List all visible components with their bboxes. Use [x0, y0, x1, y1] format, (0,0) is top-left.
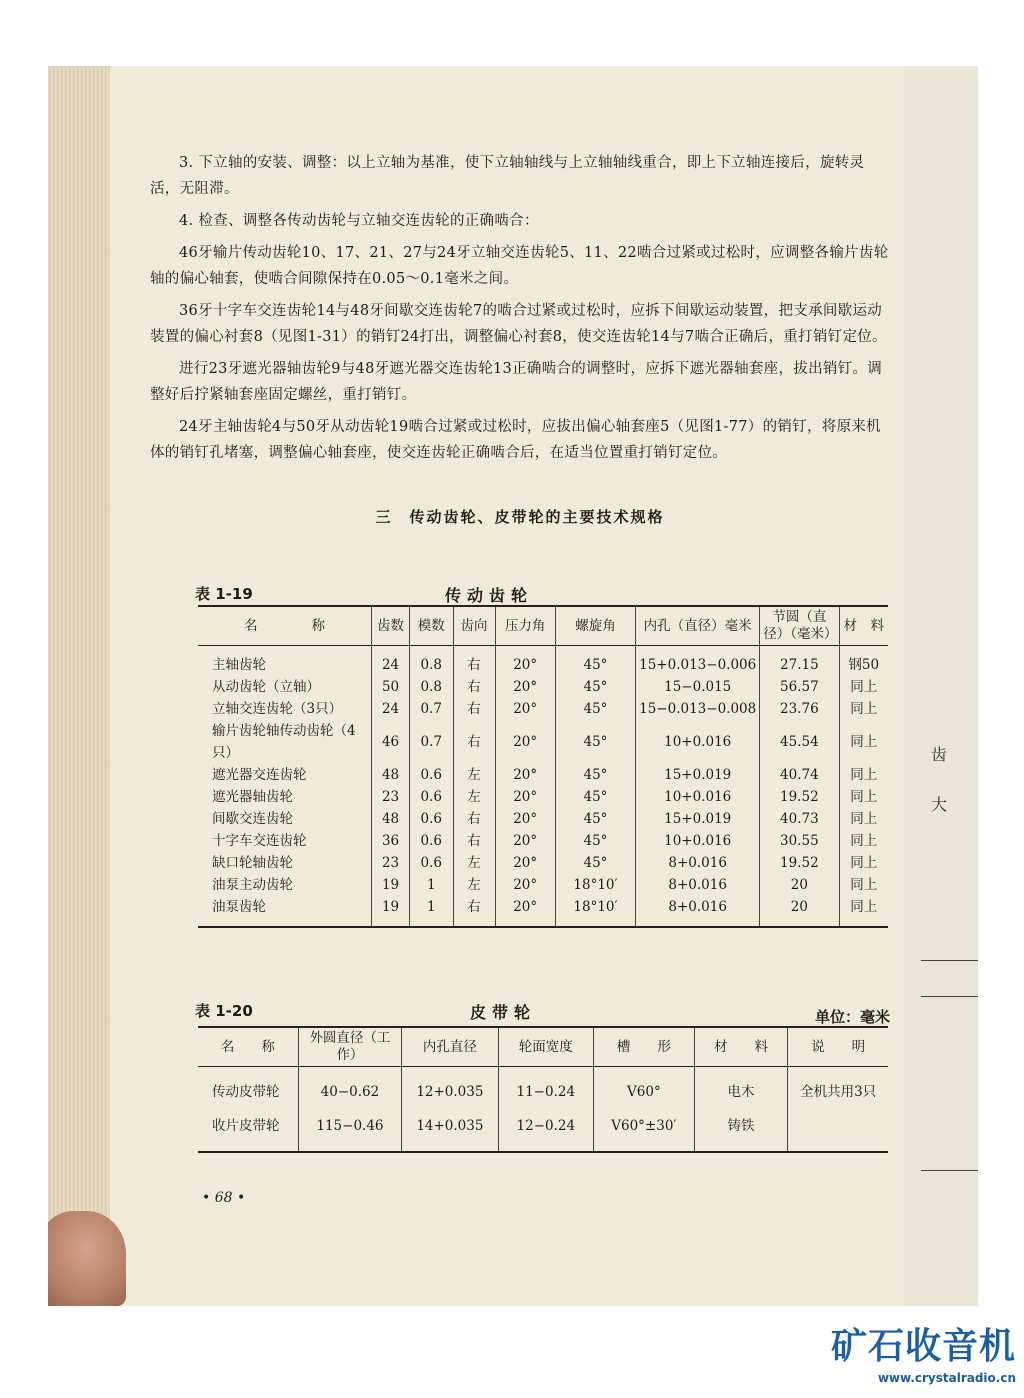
table-row	[198, 1067, 888, 1110]
table-cell: 0.6	[409, 764, 453, 786]
table-cell: 23	[372, 786, 410, 808]
column-header: 轮面宽度	[498, 1027, 593, 1067]
table-cell: 48	[372, 764, 410, 786]
table-cell: 40.73	[760, 808, 839, 830]
table-cell: 左	[453, 786, 495, 808]
row-name-cell: 传动皮带轮	[212, 1084, 280, 1100]
table-cell: 18°10′	[555, 874, 635, 896]
facing-page-rule	[921, 960, 978, 961]
table-cell: 同上	[839, 808, 888, 830]
table1-caption	[150, 577, 890, 605]
table-header-row	[198, 606, 888, 646]
table-row	[198, 764, 888, 786]
row-name-cell: 输片齿轮轴传动齿轮（4只）	[212, 723, 356, 761]
table-cell: 全机共用3只	[788, 1067, 888, 1110]
table-cell: 46	[372, 720, 410, 764]
pulley-table-body	[198, 1067, 888, 1153]
table-cell: 1	[409, 896, 453, 927]
paragraph: 4. 检查、调整各传动齿轮与立轴交连齿轮的正确啮合：	[179, 213, 539, 229]
column-header: 槽 形	[594, 1027, 695, 1067]
table-cell: 右	[453, 698, 495, 720]
table-cell: 12+0.035	[402, 1067, 498, 1110]
table-cell: 同上	[839, 874, 888, 896]
row-name-cell: 收片皮带轮	[212, 1118, 280, 1134]
facing-page	[903, 66, 978, 1306]
table-cell: 10+0.016	[636, 720, 760, 764]
table-cell: V60°±30′	[594, 1109, 695, 1152]
table-cell: 铸铁	[694, 1109, 788, 1152]
row-name-cell: 油泵主动齿轮	[212, 877, 293, 893]
table-cell: 10+0.016	[636, 830, 760, 852]
table-cell: 0.8	[409, 646, 453, 677]
column-header: 模数	[409, 606, 453, 646]
table-cell: 15−0.013−0.008	[636, 698, 760, 720]
table-cell: 左	[453, 764, 495, 786]
watermark-url: www.crystalradio.cn	[877, 1371, 1016, 1385]
site-watermark[interactable]	[831, 1318, 1016, 1385]
table-cell: 同上	[839, 676, 888, 698]
row-name-cell: 主轴齿轮	[212, 657, 266, 673]
table-cell: 20°	[495, 896, 555, 927]
row-name-cell: 遮光器轴齿轮	[212, 789, 293, 805]
table-cell: 0.7	[409, 720, 453, 764]
facing-page-rule	[921, 996, 978, 997]
table2-number: 表 1-20	[195, 1002, 253, 1020]
table-row	[198, 676, 888, 698]
table2-title: 皮带轮	[470, 1003, 537, 1022]
table-row	[198, 852, 888, 874]
table-cell: 56.57	[760, 676, 839, 698]
table-cell: 14+0.035	[402, 1109, 498, 1152]
column-header: 齿数	[372, 606, 410, 646]
table-cell: 20°	[495, 830, 555, 852]
table-cell: 45.54	[760, 720, 839, 764]
paragraph: 36牙十字车交连齿轮14与48牙间歇交连齿轮7的啮合过紧或过松时，应拆下间歇运动装置，把支承间歇运动装置的偏心衬套8（见图1-31）的销钉24打出，调整偏心衬套8，使交连齿轮14与7啮合正确后，重打销钉定位。	[150, 303, 887, 345]
gear-spec-table	[198, 605, 888, 928]
column-header: 名 称	[198, 1027, 298, 1067]
table-cell: 右	[453, 646, 495, 677]
column-header: 内孔直径	[402, 1027, 498, 1067]
table-cell: 45°	[555, 698, 635, 720]
column-header: 材 料	[694, 1027, 788, 1067]
table-row	[198, 720, 888, 764]
watermark-brand: 矿石收音机	[830, 1326, 1016, 1367]
page-number: • 68 •	[202, 1190, 246, 1206]
table-cell: 同上	[839, 764, 888, 786]
table-cell: 45°	[555, 720, 635, 764]
table-cell: 11−0.24	[498, 1067, 593, 1110]
table-row	[198, 786, 888, 808]
table-cell: 右	[453, 676, 495, 698]
column-header: 齿向	[453, 606, 495, 646]
table-cell: 20°	[495, 698, 555, 720]
table-cell: 12−0.24	[498, 1109, 593, 1152]
table-cell: 45°	[555, 676, 635, 698]
table2-unit: 单位：毫米	[814, 1008, 890, 1026]
table-cell: 24	[372, 698, 410, 720]
table-row	[198, 896, 888, 927]
table-row	[198, 646, 888, 677]
table-cell: 15+0.019	[636, 808, 760, 830]
column-header: 节圆（直径）（毫米）	[760, 606, 839, 646]
table-cell: 23	[372, 852, 410, 874]
paragraph: 3. 下立轴的安装、调整：以上立轴为基准，使下立轴轴线与上立轴轴线重合，即上下立轴连接后，旋转灵活，无阻滞。	[150, 155, 865, 197]
table-cell: 19.52	[760, 786, 839, 808]
table-cell: 27.15	[760, 646, 839, 677]
table-cell: 45°	[555, 786, 635, 808]
table-cell: 钢50	[839, 646, 888, 677]
table-cell: 同上	[839, 830, 888, 852]
facing-page-rule	[921, 1170, 978, 1171]
table-cell: 15+0.013−0.006	[636, 646, 760, 677]
table-cell: 20°	[495, 764, 555, 786]
table-cell: 8+0.016	[636, 896, 760, 927]
table-row	[198, 698, 888, 720]
table-cell: 1	[409, 874, 453, 896]
table-cell: 115−0.46	[298, 1109, 402, 1152]
table-cell: 20°	[495, 676, 555, 698]
table-cell: 45°	[555, 830, 635, 852]
table-cell: 10+0.016	[636, 786, 760, 808]
table-cell: 20°	[495, 852, 555, 874]
table-cell: 50	[372, 676, 410, 698]
paragraph: 46牙输片传动齿轮10、17、21、27与24牙立轴交连齿轮5、11、22啮合过紧或过松时，应调整各输片齿轮轴的偏心轴套，使啮合间隙保持在0.05～0.1毫米之间。	[150, 245, 889, 287]
row-name-cell: 立轴交连齿轮（3只）	[212, 701, 343, 717]
section-title: 三 传动齿轮、皮带轮的主要技术规格	[375, 508, 665, 526]
column-header: 外圆直径（工作）	[298, 1027, 402, 1067]
table-cell: 同上	[839, 720, 888, 764]
table-cell: 19	[372, 896, 410, 927]
table-cell: 40−0.62	[298, 1067, 402, 1110]
facing-page-char-1: 齿	[931, 745, 948, 764]
table-cell: 0.6	[409, 852, 453, 874]
table-cell: 18°10′	[555, 896, 635, 927]
table-cell: 0.6	[409, 808, 453, 830]
book-page-edges	[48, 66, 118, 1306]
table-cell: 右	[453, 830, 495, 852]
table-cell: 右	[453, 808, 495, 830]
table-cell: 24	[372, 646, 410, 677]
table-cell: 45°	[555, 764, 635, 786]
table-cell: 20	[760, 896, 839, 927]
table-cell: 同上	[839, 852, 888, 874]
table-row	[198, 1109, 888, 1152]
table-cell: 48	[372, 808, 410, 830]
table-cell: 20°	[495, 786, 555, 808]
table-cell: 20°	[495, 646, 555, 677]
table-cell: 30.55	[760, 830, 839, 852]
paragraph: 进行23牙遮光器轴齿轮9与48牙遮光器交连齿轮13正确啮合的调整时，应拆下遮光器轴套座，拔出销钉。调整好后拧紧轴套座固定螺丝，重打销钉。	[150, 361, 883, 403]
table1-number: 表 1-19	[195, 585, 253, 603]
table-cell: V60°	[594, 1067, 695, 1110]
column-header: 螺旋角	[555, 606, 635, 646]
column-header: 说 明	[788, 1027, 888, 1067]
table-cell: 0.8	[409, 676, 453, 698]
paragraph: 24牙主轴齿轮4与50牙从动齿轮19啮合过紧或过松时，应拔出偏心轴套座5（见图1-77）的销钉，将原来机体的销钉孔堵塞，调整偏心轴套座，使交连齿轮正确啮合后，在适当位置重打销钉定位。	[150, 419, 881, 461]
table-row	[198, 874, 888, 896]
table-cell: 20°	[495, 808, 555, 830]
table-cell: 45°	[555, 646, 635, 677]
table-cell: 左	[453, 874, 495, 896]
table-cell: 40.74	[760, 764, 839, 786]
table-cell: 右	[453, 720, 495, 764]
table-cell: 20°	[495, 720, 555, 764]
table-cell: 同上	[839, 698, 888, 720]
page-content	[150, 150, 890, 1153]
table1-title: 传动齿轮	[445, 586, 534, 605]
table-cell: 45°	[555, 808, 635, 830]
table-cell: 45°	[555, 852, 635, 874]
table-cell: 15−0.015	[636, 676, 760, 698]
thumb	[48, 1211, 126, 1306]
row-name-cell: 十字车交连齿轮	[212, 833, 307, 849]
gear-table-body	[198, 646, 888, 928]
column-header: 名 称	[198, 606, 372, 646]
table-cell: 电木	[694, 1067, 788, 1110]
table-cell: 左	[453, 852, 495, 874]
pulley-spec-table	[198, 1026, 888, 1153]
table-row	[198, 830, 888, 852]
table-cell: 20°	[495, 874, 555, 896]
table-cell: 19.52	[760, 852, 839, 874]
table-cell: 8+0.016	[636, 874, 760, 896]
table-cell: 0.7	[409, 698, 453, 720]
row-name-cell: 遮光器交连齿轮	[212, 767, 307, 783]
table-cell: 0.6	[409, 830, 453, 852]
table-cell: 0.6	[409, 786, 453, 808]
table-cell: 8+0.016	[636, 852, 760, 874]
table-cell: 23.76	[760, 698, 839, 720]
column-header: 材 料	[839, 606, 888, 646]
row-name-cell: 间歇交连齿轮	[212, 811, 293, 827]
column-header: 内孔（直径）毫米	[636, 606, 760, 646]
facing-page-char-2: 大	[931, 795, 948, 814]
table-cell: 同上	[839, 786, 888, 808]
table-header-row	[198, 1027, 888, 1067]
row-name-cell: 缺口轮轴齿轮	[212, 855, 293, 871]
table-cell	[788, 1109, 888, 1152]
column-header: 压力角	[495, 606, 555, 646]
table-cell: 19	[372, 874, 410, 896]
table-cell: 右	[453, 896, 495, 927]
table-cell: 20	[760, 874, 839, 896]
row-name-cell: 从动齿轮（立轴）	[212, 679, 320, 695]
table-cell: 36	[372, 830, 410, 852]
table-cell: 15+0.019	[636, 764, 760, 786]
table2-caption	[150, 994, 890, 1026]
table-row	[198, 808, 888, 830]
row-name-cell: 油泵齿轮	[212, 899, 266, 915]
table-cell: 同上	[839, 896, 888, 927]
